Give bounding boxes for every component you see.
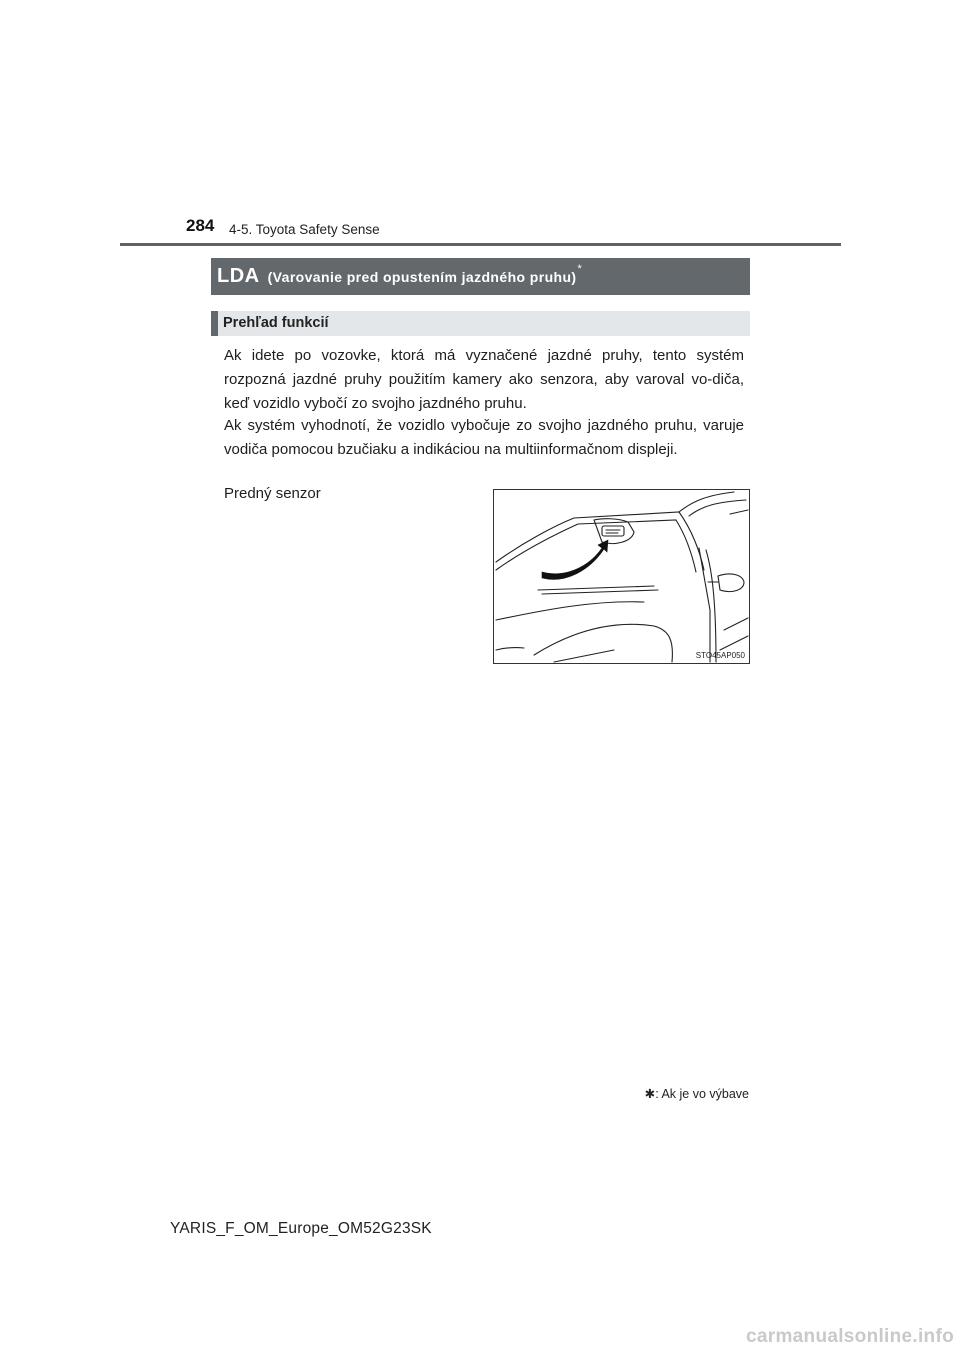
document-code: YARIS_F_OM_Europe_OM52G23SK [170, 1220, 432, 1237]
section-label: 4-5. Toyota Safety Sense [229, 222, 380, 237]
section-title-bar [211, 258, 750, 295]
title-footnote-marker: * [577, 262, 582, 275]
subheading: Prehľad funkcií [211, 311, 750, 336]
watermark: carmanualsonline.info [746, 1326, 954, 1347]
footnote: ✱: Ak je vo výbave [644, 1087, 749, 1101]
section-title: LDA [217, 265, 260, 287]
front-sensor-illustration [493, 489, 750, 664]
page-number: 284 [186, 216, 215, 235]
section-subtitle: (Varovanie pred opustením jazdného pruhu) [267, 268, 577, 285]
paragraph-warning: Ak systém vyhodnotí, že vozidlo vybočuje zo svojho jazdného pruhu, varuje vodiča pomocou bzučiaku a indikáciou na multiinformačnom displeji. [224, 417, 744, 458]
header-divider [120, 243, 841, 246]
windshield-drawing [494, 490, 749, 663]
figure-label: Predný senzor [224, 485, 321, 502]
figure-code: STO45AP050 [695, 651, 745, 660]
paragraph-intro: Ak idete po vozovke, ktorá má vyznačené jazdné pruhy, tento systém rozpozná jazdné pruhy použitím kamery ako senzora, aby varoval vo-diča, keď vozidlo vybočí zo svojho jazdného pruhu. [224, 347, 744, 412]
